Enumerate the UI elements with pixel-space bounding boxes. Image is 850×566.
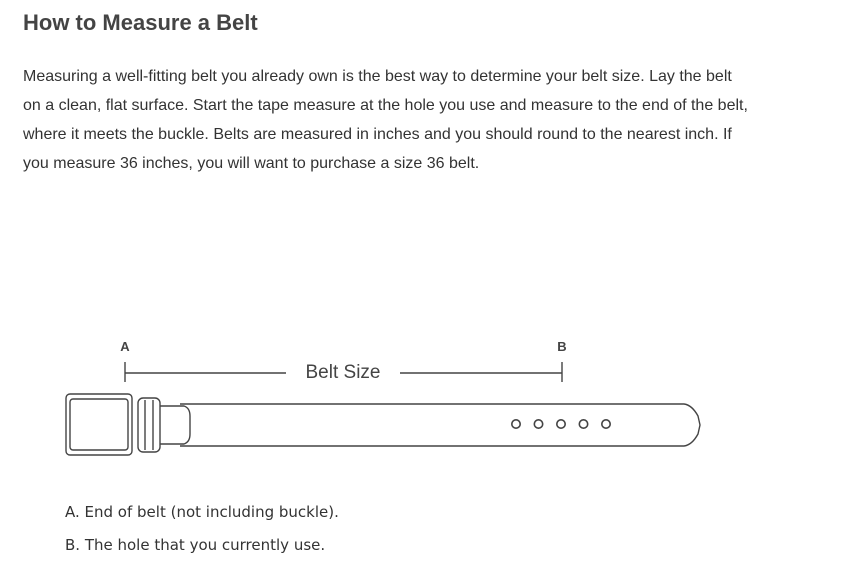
marker-b-label: B xyxy=(557,339,567,354)
belt-hole xyxy=(602,420,610,428)
page-title: How to Measure a Belt xyxy=(23,10,258,35)
legend-item-b: B. The hole that you currently use. xyxy=(65,536,326,554)
legend xyxy=(65,496,339,562)
belt-hole xyxy=(557,420,565,428)
measure-label: Belt Size xyxy=(305,362,381,383)
belt-hole xyxy=(512,420,520,428)
belt-hole xyxy=(534,420,542,428)
belt-keeper xyxy=(138,398,190,452)
belt-holes xyxy=(512,420,610,428)
belt-diagram xyxy=(0,330,850,470)
belt-strap xyxy=(180,404,700,446)
marker-a-label: A xyxy=(120,339,130,354)
legend-item-a: A. End of belt (not including buckle). xyxy=(65,503,339,521)
intro-paragraph: Measuring a well-fitting belt you already own is the best way to determine your belt size. Lay the belt on a clean, flat surface. Start the tape measure at the hole you use and measure to the end of the belt, where it meets the buckle. Belts are measured in inches and you should round to the nearest inch. If you measure 36 inches, you will want to purchase a size 36 belt. xyxy=(23,68,748,172)
belt-hole xyxy=(579,420,587,428)
belt-buckle xyxy=(66,394,132,455)
